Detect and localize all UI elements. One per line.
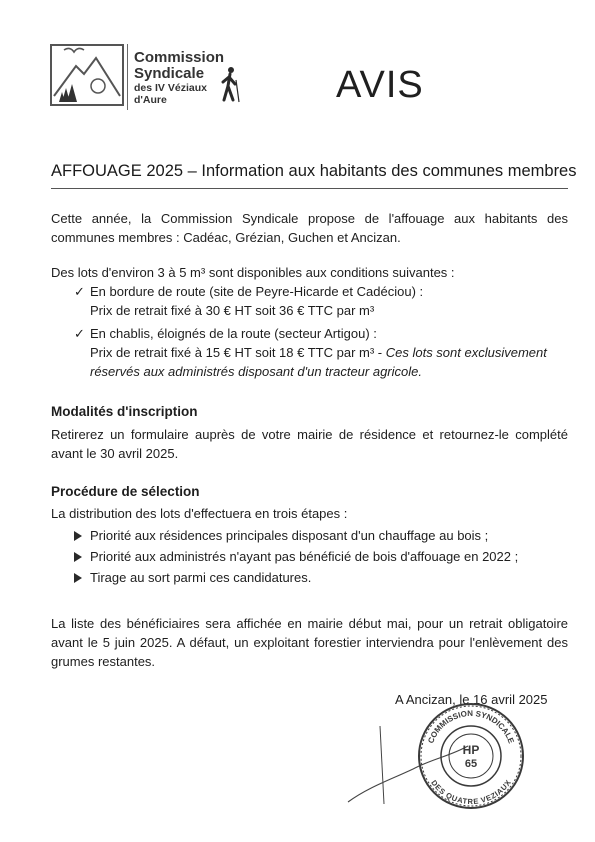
- org-line-2: Syndicale: [134, 65, 205, 82]
- stamp-bottom-text: DES QUATRE VEZIAUX: [429, 778, 513, 807]
- mountain-logo-icon: [50, 44, 124, 106]
- title-underline: [51, 188, 568, 189]
- lot-item-price-row: [90, 343, 568, 362]
- org-line-1: Commission: [134, 49, 225, 66]
- lot-item-price: Prix de retrait fixé à 30 € HT soit 36 € TTC par m³: [90, 303, 375, 318]
- intro-paragraph: Cette année, la Commission Syndicale propose de l'affouage aux habitants des communes membres : Cadéac, Grézian, Guchen et Ancizan.: [51, 211, 568, 245]
- selection-step: [74, 526, 568, 545]
- place-and-date: A Ancizan, le 16 avril 2025: [395, 692, 548, 707]
- arrow-bullet-icon: [74, 526, 88, 545]
- selection-step-text: Priorité aux résidences principales disposant d'un chauffage au bois ;: [90, 528, 489, 543]
- org-line-3: des IV Véziaux: [134, 82, 207, 94]
- lot-item-line: En bordure de route (site de Peyre-Hicarde et Cadéciou) :: [90, 284, 424, 299]
- svg-text:DES QUATRE VEZIAUX: [429, 778, 512, 806]
- selection-step-text: Tirage au sort parmi ces candidatures.: [90, 570, 312, 585]
- inscription-heading: Modalités d'inscription: [51, 404, 198, 419]
- organization-name: [134, 50, 224, 106]
- org-line-4: d'Aure: [134, 94, 167, 106]
- arrow-bullet-icon: [74, 568, 88, 587]
- lot-item-restriction: Ces lots sont exclusivement: [385, 345, 547, 360]
- lots-lead: Des lots d'environ 3 à 5 m³ sont disponibles aux conditions suivantes :: [51, 265, 455, 280]
- selection-step: [74, 547, 568, 566]
- lot-item-windfall: [74, 324, 568, 381]
- official-stamp: [417, 702, 525, 810]
- lot-item-price: Prix de retrait fixé à 15 € HT soit 18 € TTC par m³ -: [90, 345, 386, 360]
- stamp-top-text: COMMISSION SYNDICALE: [426, 708, 516, 745]
- selection-step-text: Priorité aux administrés n'ayant pas bénéficié de bois d'affouage en 2022 ;: [90, 549, 519, 564]
- page-title: AFFOUAGE 2025 – Information aux habitants des communes membres: [51, 162, 577, 180]
- stamp-center-line-2: 65: [464, 758, 478, 770]
- arrow-bullet-icon: [74, 547, 88, 566]
- checkmark-icon: ✓: [74, 326, 85, 341]
- lot-item-restriction-cont: réservés aux administrés disposant d'un tracteur agricole.: [90, 364, 422, 379]
- selection-lead: La distribution des lots d'effectuera en trois étapes :: [51, 506, 348, 521]
- selection-heading: Procédure de sélection: [51, 484, 200, 499]
- lot-item-line: En chablis, éloignés de la route (secteur Artigou) :: [90, 326, 377, 341]
- checkmark-icon: ✓: [74, 284, 85, 299]
- hiker-icon: [219, 66, 241, 104]
- notice-label: AVIS: [336, 64, 424, 106]
- inscription-text: Retirerez un formulaire auprès de votre mairie de résidence et retournez-le complété avant le 30 avril 2025.: [51, 427, 568, 461]
- header-divider: [127, 44, 128, 110]
- selection-step: [74, 568, 568, 587]
- stamp-center-line-1: HP: [462, 743, 480, 757]
- lot-item-roadside: [74, 282, 568, 320]
- closing-paragraph: La liste des bénéficiaires sera affichée en mairie début mai, pour un retrait obligatoire avant le 5 juin 2025. A défaut, un exploitant forestier interviendra pour l'enlèvement des grumes restantes.: [51, 616, 568, 669]
